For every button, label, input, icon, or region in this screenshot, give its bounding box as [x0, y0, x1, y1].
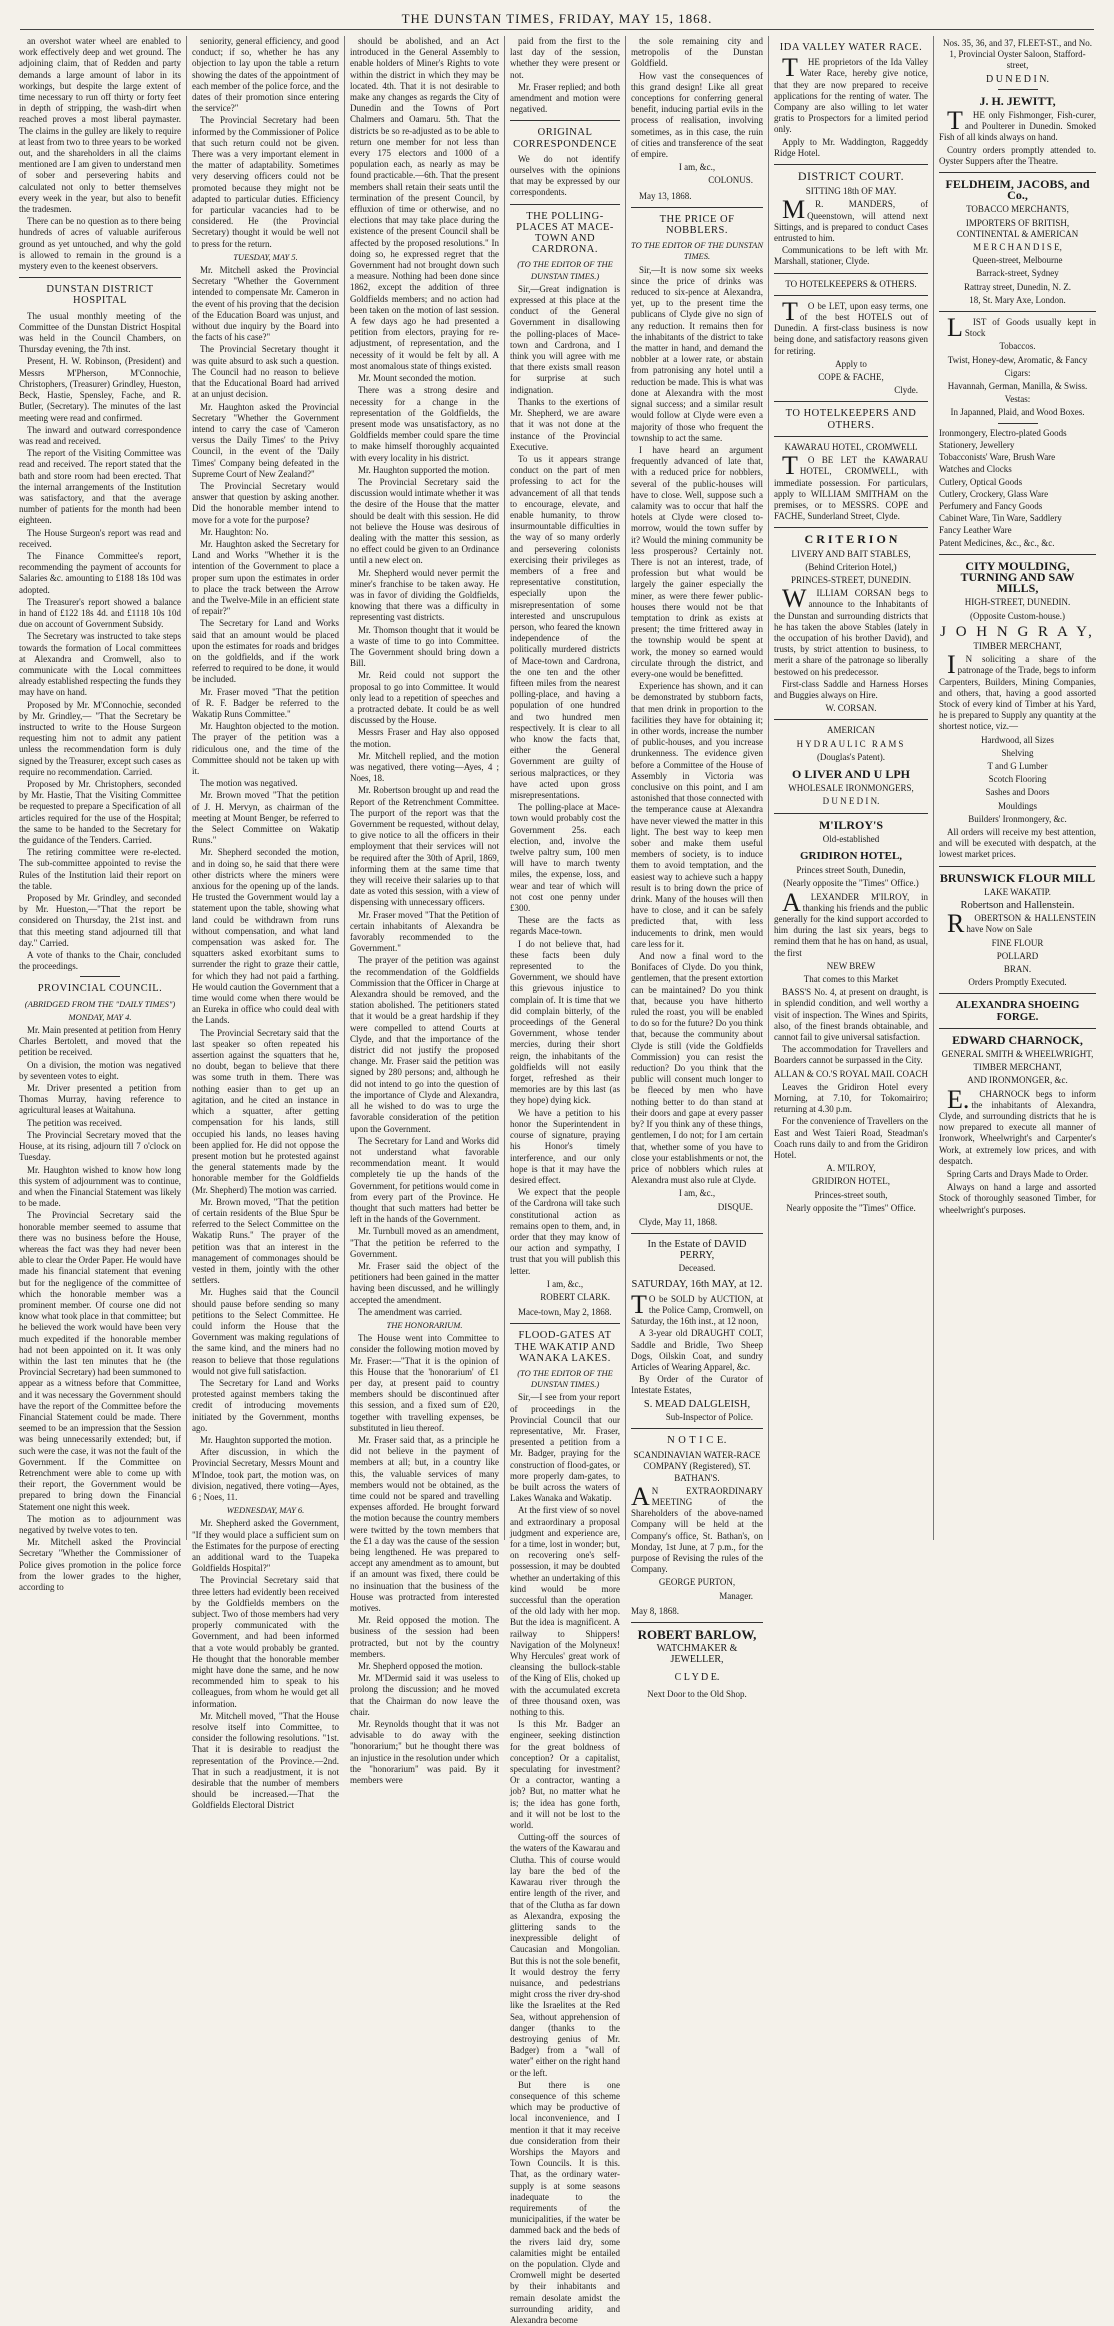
oliver-name: O LIVER AND U LPH [791, 766, 910, 781]
signoff: I am, &c., [678, 162, 716, 173]
paragraph: Proposed by Mr. Christophers, seconded by Mr. Hastie, That the Visiting Committee be requested to prepare a Specification of all articles required for the use of the Hospital; the same to be handed to the Secretary for the guidance of the Tenders. Carried. [19, 779, 181, 846]
paragraph: Mr. Fraser said the object of the petitioners had been gained in the matter having been discussed, and he willingly accepted the amendment. [350, 1260, 499, 1305]
charnock-name: EDWARD CHARNOCK, [952, 1032, 1083, 1047]
floodgates-heading: FLOOD-GATES AT THE WAKATIP AND WANAKA LAKES. [514, 1330, 616, 1364]
auction-signature: S. MEAD DALGLEISH, [643, 1398, 751, 1410]
court-communications: Communications to be left with Mr. Marshall, stationer, Clyde. [774, 245, 928, 267]
column-3 [344, 36, 504, 1786]
paragraph: After discussion, in which the Provincial Secretary, Messrs Mount and M'Indoe, took part, the motion was, on division, negatived, there voting—Ayes, 6 ; Noes, 11. [192, 1447, 339, 1502]
paragraph: Mr. Turnbull moved as an amendment, "That the petition be referred to the Government. [350, 1226, 499, 1259]
milroy-hotel: GRIDIRON HOTEL, [799, 849, 903, 862]
ida-apply: Apply to Mr. Waddington, Raggeddy Ridge Hotel. [774, 136, 928, 158]
paragraph: The usual monthly meeting of the Committee of the Dunstan District Hospital was held in the Council Chambers, on Thursday evening, the 7th inst. [19, 310, 181, 355]
barlow-trade: WATCHMAKER & JEWELLER, [656, 1643, 738, 1666]
paragraph: There was a strong desire and necessity for a change in the representation of the Goldfields, the present mode was unsatisfactory, as no Goldfields member could spare the time to make himself thoroughly acquainted with every locality in his district. [350, 385, 499, 463]
divider [631, 207, 763, 208]
list-item: Perfumery and Fancy Goods [939, 500, 1043, 511]
list-item: POLLARD [996, 950, 1039, 961]
gray-items [939, 735, 1096, 825]
list-item: Cigars: [1004, 367, 1031, 378]
list-item: Stationery, Jewellery [939, 439, 1015, 450]
paragraph: Mr. Mitchell asked the Provincial Secretary "Whether the Commissioner of Police gives promotion in the police force from the lower grades to the higher, according to [19, 1537, 181, 1593]
list-item: Rattray street, Dunedin, N. Z. [964, 281, 1071, 292]
paragraph: Mr. Haughton asked the Provincial Secretary "Whether the Government intend to carry the case of 'Cameron versus the Daily Times' to the Privy Council, in the event of the 'Daily Times' Company being defeated in the Supreme Court of New Zealand?" [192, 401, 339, 479]
paragraph: The Secretary was instructed to take steps towards the formation of Local committees at Alexandra and Cromwell, also to communicate with the Local committees already established respecting the funds they may have on hand. [19, 631, 181, 698]
city-mills-opposite: (Opposite Custom-house.) [970, 610, 1065, 621]
divider [510, 204, 620, 205]
court-heading: DISTRICT COURT. [797, 169, 905, 184]
paragraph: Mr. Fraser replied; and both amendment and motion were negatived. [510, 81, 620, 115]
list-item: Tobacconists' Ware, Brush Ware [939, 452, 1056, 463]
paragraph: Proposed by Mr. Grindley, and seconded by Mr. Hueston,—"That the report be considered on Thursday, the 21st inst. and that this meeting stand adjourned till that day." Carried. [19, 893, 181, 948]
paragraph: The Provincial Secretary said that three letters had evidently been received by the Goldfields members on the subject. Two of those members had very properly communicated with the Government, and had been informed that a vote would probably be granted. He thought that the honorable member might have done the same, and he now recommended him to speak to his colleagues, from whom he would get all information. [192, 1575, 339, 1709]
paragraph: And now a final word to the Bonifaces of Clyde. Do you think, gentlemen, that the present extortion can be maintained? Do you think that, because you have hitherto ruled the roast, you will be enabled to do so for the future? Do you think that, because the community about Clyde is still (vide the Goldfields Commission) you can resist the reduction? Do you think that the public will consent much longer to be fleeced by men who have nothing better to do than stand at their doors and gape at every passer by? If you think any of these things, gentlemen, I do not; for I am certain that, whether some of you have to close your establishments or not, the price of nobblers which rules at Alexandra must also rule at Clyde. [631, 951, 763, 1186]
paragraph: Mr. Reynolds thought that it was not advisable to do away with the "honorarium;" but he thought there was an injustice in the resolution under which the "honorarium" was paid. By it members were [350, 1719, 499, 1786]
list-item: Twist, Honey-dew, Aromatic, & Fancy [947, 354, 1088, 365]
charnock-carts: Spring Carts and Drays Made to Order. [946, 1169, 1089, 1180]
paragraph: Mr. Shepherd opposed the motion. [358, 1661, 483, 1672]
jewitt-text: THE only Fishmonger, Fish-curer, and Poulterer in Dunedin. Smoked Fish of all kinds always on hand. [939, 106, 1096, 143]
kawarau-heading: KAWARAU HOTEL, CROMWELL [784, 441, 918, 452]
mail-hotel: GRIDIRON HOTEL, [812, 1176, 890, 1187]
divider [631, 1622, 763, 1623]
paragraph: Mr. Mitchell moved, "That the House resolve itself into Committee, to consider the following resolutions. "1st. That it is desirable to readjust the representation of the Province.—2nd. That in such a readjustment, it is not desirable that the number of members should be increased.—That the Goldfields Electoral District [192, 1710, 339, 1811]
paragraph: Cutting-off the sources of the waters of the Kawarau and Clutha. This of course would lay bare the bed of the Kawarau river through the entire length of the river, and that of the Clutha as far down as Alexandra, exposing the glittering sands to the inexpressible delight of Caucasian and Mongolian. But this is not the sole benefit, It would destroy the ferry nuisance, and pedestrians might cross the river dry-shod like the Israelites at the Red Sea, without apprehension of danger (thanks to the destroying genius of Mr. Badger) from a "wall of water" either on the right hand or the left. [510, 1832, 620, 2078]
criterion-text: WILLIAM CORSAN begs to announce to the Inhabitants of the Dunstan and surrounding districts that he has taken the above Stables (lately in the occupation of his brother David), and trusts, by strict attention to business, to merit a share of the patronage so liberally bestowed on his predecessor. [774, 584, 928, 677]
feldheim-addresses [939, 255, 1096, 306]
feldheim-heading: FELDHEIM, JACOBS, and Co., [945, 177, 1090, 203]
paragraph: Mr. Haughton: No. [200, 526, 269, 537]
feldheim-importers: IMPORTERS OF BRITISH, CONTINENTAL & AMERICAN [956, 217, 1079, 239]
milroy-heading: M'ILROY'S [818, 817, 883, 832]
column-1 [14, 36, 186, 1593]
hospital-heading: DUNSTAN DISTRICT HOSPITAL [46, 284, 154, 307]
paragraph: On a division, the motion was negatived by seventeen votes to eight. [19, 1059, 181, 1081]
paragraph: The Secretary for Land and Works said that an amount would be placed upon the estimates for roads and bridges on the goldfields, and if the work referred to required to be done, it would be included. [192, 618, 339, 685]
paragraph: Mr. Thomson thought that it would be a waste of time to go into Committee. The Government should bring down a Bill. [350, 624, 499, 669]
signoff: I am, &c., [546, 1278, 584, 1289]
company-heading: SCANDINAVIAN WATER-RACE COMPANY (Registered), ST. BATHAN'S. [633, 1450, 761, 1483]
paragraph: Mr. Mount seconded the motion. [358, 373, 476, 384]
paragraph: Mr. Reid opposed the motion. The business of the session had been protracted, but not by the country members. [350, 1615, 499, 1659]
paragraph: The prayer of the petition was against the recommendation of the Goldfields Commission that the Officer in Charge at Alexandra should be removed, and the station abolished. The petitioners stated that it would be a great hardship if they were compelled to attend Courts at Clyde, and that the importance of the district did not justify the proposed change. Mr. Fraser said the petition was signed by 280 persons; and, although he did not intend to go into the question of the importance of Clyde and Alexandra, all he wished to do was to urge the favorable consideration of the petition upon the Government. [350, 955, 499, 1134]
paragraph: Mr. Shepherd asked the Government, "If they would place a sufficient sum on the Estimates for the purpose of erecting an additional ward to the Tuapeka Goldfields Hospital?" [192, 1518, 339, 1574]
list-item: 18, St. Mary Axe, London. [969, 294, 1066, 305]
paragraph: The Provincial Secretary had been informed by the Commissioner of Police that such return could not be given. There was a very important element in the matter of adaptability. Sometimes very deserving officers could not be promoted because they might not be adapted to particular duties. Efficiency for particular vacancies had to be considered. He (the Provincial Secretary) thought it would be well not to press for the return. [192, 115, 339, 249]
paragraph: But there is one consequence of this scheme which may be productive of local inconvenience, and I mention it that it may receive due consideration from their Worships the Mayors and Town Councils. It is this. That, as the ordinary water-supply is at some seasons inadequate to the requirements of the municipalities, if the water be dammed back and the beds of the rivers laid dry, some calamities might be entailed on the population. Clyde and Cromwell might be deserted by their inhabitants and remain desolate amidst the surrounding aridity, and Alexandra become [510, 2079, 620, 2326]
milroy-text: ALEXANDER M'ILROY, in thanking his friends and the public generally for the kind support accorded to him during the last six years, begs to remind them that he has on hand, as usual, the first [774, 887, 928, 958]
mining-report-text: an overshot water wheel are enabled to work effectively deep and wet ground. The adjoining claim, that of Redden and party demands a large amount of labor in its workings, but despite the large extent of time necessary to run off thirty or forty feet in depth of stripping, the wash-dirt when reached proves a most liberal paymaster. The claims in the gulley are likely to require at least from two to three years to be worked out, and the shareholders in all the claims mentioned are I am given to understand men of sober and persevering habits and calculated not only to better themselves every week in the year, but also to benefit the tradesmen. [19, 36, 181, 215]
to-editor: (TO THE EDITOR OF THE DUNSTAN TIMES.) [517, 259, 613, 281]
auction-date: SATURDAY, 16th MAY, at 12. [631, 1278, 763, 1290]
paragraph: The Provincial Secretary moved that the House, at its rising, adjourn till 7 o'clock on Tuesday. [19, 1129, 181, 1163]
divider [510, 1323, 620, 1324]
criterion-sub: LIVERY AND BAIT STABLES, [791, 548, 911, 559]
column-2 [186, 36, 344, 1811]
date-heading: WEDNESDAY, MAY 6. [226, 1505, 305, 1516]
brunswick-sub: LAKE WAKATIP. [984, 886, 1051, 897]
milroy-text-3: The accommodation for Travellers and Boarders cannot be surpassed in the City. [774, 1044, 928, 1066]
paragraph: The motion was negatived. [200, 778, 298, 789]
signature: COLONUS. [708, 175, 753, 186]
mail-heading: ALLAN & CO.'S ROYAL MAIL COACH [774, 1068, 928, 1079]
divider [774, 401, 928, 402]
hotelkeepers-place: Clyde. [894, 385, 918, 396]
list-item: FINE FLOUR [991, 937, 1044, 948]
paragraph: The Secretary for Land and Works protested against members taking the credit of introducing movements initiated by the Government, months ago. [192, 1377, 339, 1433]
paragraph: Mr. M'Dermid said it was useless to prolong the discussion; and he moved that the Chairman do now leave the chair. [350, 1673, 499, 1717]
list-item: Watches and Clocks [939, 464, 1012, 475]
barlow-ad [631, 1629, 763, 1700]
list-item: Havannah, German, Manilla, & Swiss. [947, 381, 1088, 392]
milroy-brew: NEW BREW [826, 960, 876, 971]
oliver-trade: WHOLESALE IRONMONGERS, [788, 783, 914, 794]
list-item: Cutlery, Optical Goods [939, 476, 1023, 487]
divider [939, 993, 1096, 994]
hotelkeepers-heading: TO HOTELKEEPERS & OTHERS. [785, 278, 917, 289]
paragraph: The Secretary for Land and Works did not understand what favorable recommendation meant. It would completely tie up the hands of the Government, for petitions would come in from every part of the Province. He thought that such matters had better be left in the hands of the Government. [350, 1135, 499, 1225]
charnock-trade: GENERAL SMITH & WHEELWRIGHT, [941, 1049, 1094, 1060]
hotelkeepers-apply: Apply to [835, 358, 867, 369]
paragraph: I have heard an argument frequently advanced of late that, with a reduced price for nobblers, several of the public-houses will have to close. Well, suppose such a calamity was to occur that half the hotels at Clyde were closed to-morrow, would the town suffer by it? Would the mining community be less prosperous? Certainly not. There is not an interest, trade, of profession but what would be largely the gainer especially the miner, as were there fewer public-houses there would not be that temptation to drink as exists at present; the time frittered away in the township would be spent at work, the money so earned would circulate through the district, and every-one would be benefitted. [631, 444, 763, 679]
barlow-address: Next Door to the Old Shop. [647, 1688, 747, 1699]
paragraph: Present, H. W. Robinson, (President) and Messrs M'Pherson, M'Connochie, Christophers, (Treasurer) Grindley, Hueston, Beck, Hastie, Spensley, Fache, and R. Butler, (Secretary). The minutes of the last meeting were read and confirmed. [19, 356, 181, 423]
paragraph: Sir,—I see from your report of proceedings in the Provincial Council that our representative, Mr. Fraser, presented a petition from a Mr. Badger, praying for the construction of flood-gates, or more properly dam-gates, to be built across the waters of Lakes Wanaka and Wakatip. [510, 1392, 620, 1504]
divider [774, 436, 928, 437]
paragraph: Mr. Haughton asked the Secretary for Land and Works "Whether it is the intention of the Government to place a proper sum upon the estimates in order to place the track between the Arrow and the Twelve-Mile in an efficient state of repair?" [192, 538, 339, 617]
jewitt-text-2: Country orders promptly attended to. Oyster Suppers after the Theatre. [939, 144, 1096, 166]
paragraph: Mr. Haughton supported the motion. [200, 1434, 332, 1445]
paragraph: Mr. Shepherd seconded the motion, and in doing so, he said that there were other districts where the miners were anxious for the opening up of the lands. He trusted the Government would lay a statement upon the table, showing what land could be withdrawn from runs without compensation, and what land compensation was asked for. The squatters asked exorbitant sums to surrender the right to graze their cattle, for which they had not paid a farthing. He would caution the Government that a time would come when there would be an Eureka in office who could deal with the Lands. [192, 847, 339, 1026]
paragraph: Mr. Brown moved "That the petition of J. H. Mervyn, as chairman of the meeting at Mount Benger, be referred to the Select Committee on Wakatip Runs." [192, 790, 339, 846]
paragraph: the sole remaining city and metropolis of the Dunstan Goldfield. [631, 36, 763, 69]
hospital-article [19, 311, 181, 973]
milroy-text-2: BASS'S No. 4, at present on draught, is in splendid condition, and well worthy a visit of inspection. The Wines and Spirits, also, of the finest brands obtainable, and cannot fail to give universal satisfaction. [774, 987, 928, 1043]
divider [80, 976, 120, 977]
notice-title: Manager. [719, 1590, 753, 1601]
correspondence-note: We do not identify ourselves with the opinions that may be expressed by our correspondents. [510, 153, 620, 198]
divider [998, 423, 1038, 424]
list-item: Builders' Ironmongery, &c. [968, 813, 1067, 824]
feldheim-items [939, 341, 1096, 418]
mail-text: Leaves the Gridiron Hotel every Morning, at 7.10, for Tokomairiro; returning at 4.30 p.m. [774, 1081, 928, 1115]
paragraph: To us it appears strange conduct on the part of men professing to act for the advancement of all that tends to encourage, elevate, and enable humanity, to throw insurmountable difficulties in the way of so many orderly and persevering colonists exercising their privileges as members of a free and representative constitution, especially upon the misrepresentation of some interested and unscrupulous person, who feared the known independence of the politically murdered districts of Mace-town and Cardrona, the one ten and the other fifteen miles from the nearest polling-place, and having a population of one hundred and two hundred men respectively. It is clear to all who know the facts that, either the General Government are guilty of serious malpractices, or they have acted upon gross misrepresentations. [510, 453, 620, 800]
auction-items: A 3-year old DRAUGHT COLT, Saddle and Bridle, Two Sheep Dogs, Oilskin Coat, and sundry Articles of Wearing Apparel, &c. [631, 1328, 763, 1372]
rams-heading: AMERICAN [826, 725, 875, 736]
oyster-city: D U N E D I N. [985, 73, 1050, 85]
masthead: THE DUNSTAN TIMES, FRIDAY, MAY 15, 1868. [20, 8, 1094, 30]
charnock-trade-2: TIMBER MERCHANT, [973, 1062, 1062, 1073]
divider [631, 1233, 763, 1234]
criterion-heading: C R I T E R I O N [804, 532, 898, 547]
paragraph: The amendment was carried. [358, 1306, 462, 1317]
gray-trade: TIMBER MERCHANT, [973, 640, 1062, 651]
paragraph: The polling-place at Mace-town would probably cost the Government 25s. each election, and, involve the twelve paltry sum, 100 men will have to march twenty miles, the expense, loss, and wear and tear of which will not cost one penny under £300. [510, 802, 620, 914]
mail-text-2: For the convenience of Travellers on the East and West Taieri Road, Steadman's Coach runs daily to and from the Gridiron Hotel. [774, 1116, 928, 1161]
gray-end: All orders will receive my best attention, and will be executed with despatch, at the lowest market prices. [939, 826, 1096, 860]
paragraph: The Finance Committee's report, recommending the payment of accounts for Salaries &c. amounting to £188 18s 10d was adopted. [19, 550, 181, 595]
hotelkeepers-2-heading: TO HOTELKEEPERS AND OTHERS. [785, 408, 917, 431]
brunswick-items [939, 938, 1096, 976]
list-item: Barrack-street, Sydney [976, 268, 1059, 279]
signature: DISQUE. [717, 1201, 753, 1212]
paragraph: Mr. Main presented at petition from Henry Charles Bertolett, and moved that the petition be received. [19, 1025, 181, 1058]
auction-title: Sub-Inspector of Police. [665, 1411, 753, 1422]
auction-order: By Order of the Curator of Intestate Estates, [631, 1374, 763, 1396]
divider [939, 554, 1096, 555]
honorarium-heading: THE HONORARIUM. [386, 1319, 463, 1330]
paragraph: The House went into Committee to consider the following motion moved by Mr. Fraser:—"That it is the opinion of this House that the 'honorarium' of £1 per day, at present paid to country members should be discontinued after this session, and a fixed sum of £20, together with travelling expenses, be substituted in lieu thereof. [350, 1333, 499, 1433]
nobblers-heading: THE PRICE OF NOBBLERS. [659, 213, 735, 237]
criterion-street: PRINCES-STREET, DUNEDIN. [790, 574, 912, 585]
divider [939, 172, 1096, 173]
paragraph: paid from the first to the last day of the session, whether they were present or not. [510, 36, 620, 80]
paragraph: Mr. Robertson brought up and read the Report of the Retrenchment Committee. The purport of the report was that the Government be requested, without delay, to give notice to all the officers in their employment that their services will not be required after the 30th of April, 1869, informing them at the same time that they will receive their salaries up to that date as voted this session, with a view of dispensing with unnecessary officers. [350, 785, 499, 908]
mail-signature: A. M'ILROY, [826, 1163, 876, 1174]
paragraph: Mr. Shepherd would never permit the miner's franchise to be taken away. He was in favor of dividing the Goldfields, knowing that there was a difficulty in representing vast districts. [350, 567, 499, 623]
brunswick-heading: BRUNSWICK FLOUR MILL [939, 870, 1096, 885]
list-item: Patent Medicines, &c., &c., &c. [939, 537, 1055, 548]
paragraph: Sir,—Great indignation is expressed at this place at the conduct of the General Government in disallowing the polling-places of Mace-town and Cardrona, and I think you will agree with me that there exists small reason for surprise at such indignation. [510, 283, 620, 395]
list-item: Cabinet Ware, Tin Ware, Saddlery [939, 513, 1062, 524]
divider [939, 866, 1096, 867]
estate-deceased: Deceased. [678, 1263, 716, 1274]
brunswick-orders: Orders Promptly Executed. [968, 977, 1067, 988]
paragraph: The retiring committee were re-elected. The sub-committee appointed to revise the Rules of the Institution laid their report on the table. [19, 847, 181, 891]
paragraph: The House Surgeon's report was read and received. [19, 527, 181, 549]
list-item: Ironmongery, Electro-plated Goods [939, 427, 1067, 438]
date-heading: TUESDAY, MAY 5. [233, 251, 298, 262]
list-item: Tobaccos. [999, 341, 1036, 352]
column-5 [625, 36, 768, 1699]
paragraph: Messrs Fraser and Hay also opposed the motion. [350, 727, 499, 749]
column-4 [504, 36, 625, 2326]
paragraph: The motion as to adjournment was negatived by twelve votes to ten. [19, 1513, 181, 1535]
brunswick-firm: Robertson and Hallenstein. [960, 900, 1075, 911]
list-item: T and G Lumber [987, 760, 1048, 771]
charnock-trade-3: AND IRONMONGER, &c. [967, 1075, 1068, 1086]
list-item: Shelving [1001, 747, 1034, 758]
paragraph: The report of the Visiting Committee was read and received. The report stated that the bath and store room had been erected. That the internal arrangements of the Institution was satisfactory, and that the average number of patients for the month had been eighteen. [19, 448, 181, 526]
list-item: Queen-street, Melbourne [972, 255, 1063, 266]
scandinavian-notice [631, 1435, 763, 1617]
council-date: MONDAY, MAY 4. [68, 1011, 132, 1022]
paragraph: Mr. Fraser moved "That the Petition of certain inhabitants of Alexandra be favorably recommended to the Government." [350, 909, 499, 954]
list-item: BRAN. [1003, 964, 1032, 975]
paragraph: The Provincial Secretary would answer that question by asking another. Did the honorable member intend to move for a vote for the purpose? [192, 480, 339, 525]
notice-text: AN EXTRAORDINARY MEETING of the Shareholders of the above-named Company will be held at the Company's office, St. Bathan's, on Monday, 1st June, at 7 p.m., for the purpose of Revising the rules of the Company. [631, 1481, 763, 1575]
notice-heading: N O T I C E. [667, 1434, 727, 1446]
divider [939, 1028, 1096, 1029]
list-item: In Japanned, Plaid, and Wood Boxes. [950, 407, 1085, 418]
divider [998, 89, 1038, 90]
signoff: I am, &c., [678, 1188, 716, 1199]
feldheim-merch: M E R C H A N D I S E, [973, 242, 1062, 253]
paragraph: I do not believe that, had these facts been duly represented to the Government, we should have this grievous injustice to complain of. It is time that we did complain bitterly, of the proceedings of the General Government, whose tender mercies, during their short reign, the inhabitants of the goldfields will not easily forget, refreshed as their memories are by this last (as they hope) dying kick. [510, 938, 620, 1106]
brunswick-text: ROBERTSON & HALLENSTEIN have Now on Sale [947, 909, 1096, 939]
correspondence-heading: ORIGINAL CORRESPONDENCE [513, 127, 617, 150]
paragraph: The Provincial Secretary said the discussion would intimate whether it was the desire of the House that the matter should be dealt with this session. He did not believe the House was desirous of dealing with the matter this session, as no effect could be given to an Ordinance until a new elect on. [350, 476, 499, 566]
rams-patent: (Douglas's Patent). [816, 751, 886, 762]
divider [774, 527, 928, 528]
paragraph: seniority, general efficiency, and good conduct; if so, whether he has any objection to lay upon the table a return showing the dates of the appointment of each member of the police force, and the dates of their promotion since entering the service?" [192, 36, 339, 114]
milroy-street: Princes street South, Dunedin, [796, 865, 906, 876]
jewitt-name: J. H. JEWITT, [979, 93, 1056, 108]
list-item: Vestas: [1004, 394, 1031, 405]
notice-signature: GEORGE PURTON, [658, 1577, 736, 1588]
council-heading: PROVINCIAL COUNCIL. [37, 983, 163, 995]
oliver-place: D U N E D I N. [822, 796, 880, 807]
court-date: SITTING 18th OF MAY. [805, 186, 897, 197]
feldheim-items-2 [939, 428, 1096, 549]
city-mills-street: HIGH-STREET, DUNEDIN. [964, 597, 1071, 608]
kawarau-text: TO BE LET the KAWARAU HOTEL, CROMWELL, with immediate possession. For particulars, apply to WILLIAM SMITHAM on the premises, or to MESSRS. COPE and FACHE, Sunderland Street, Clyde. [774, 451, 928, 522]
list-item: Fancy Leather Ware [939, 525, 1012, 536]
divider [510, 120, 620, 121]
list-item: Scotch Flooring [988, 774, 1047, 785]
shoeing-forge-heading: ALEXANDRA SHOEING FORGE. [955, 999, 1080, 1023]
paragraph: Mr. Fraser said that, as a principle he did not believe in the payment of members at all; but, in a country like this, the valuable services of many members would not be obtained, as the time could not be spared and travelling expenses afforded. He brought forward the motion because the country members were twitted by the town members that the £1 a day was the cause of the session being lengthened. He was prepared to accept any amendment as to amount, but if an amount was fixed, there could be no insinuation that the business of the House was protracted from interested motives. [350, 1434, 499, 1614]
oyster-address: Nos. 35, 36, and 37, FLEET-ST., and No. 1, Provincial Oyster Saloon, Stafford-street, [943, 38, 1092, 71]
column-7 [933, 36, 1101, 1540]
paragraph: Mr. Mitchell replied, and the motion was negatived, there voting—Ayes, 4 ; Noes, 18. [350, 750, 499, 784]
milroy-sub: Old-established [822, 833, 880, 844]
paragraph: Mr. Mitchell asked the Provincial Secretary "Whether the Government intended to compensate Mr. Cameron in the event of his proving that the decision of the Education Board was unjust, and without due inquiry by the Board into the facts of his case?" [192, 265, 339, 343]
paragraph: Thanks to the exertions of Mr. Shepherd, we are aware that it was not done at the instance of the Provincial Executive. [510, 396, 620, 452]
paragraph: We have a petition to his honor the Superintendent in course of signature, praying his Honor's timely interference, and our only hope is that it may have the desired effect. [510, 1107, 620, 1185]
to-editor: (TO THE EDITOR OF THE DUNSTAN TIMES.) [517, 1367, 613, 1390]
paragraph: Mr. Driver presented a petition from Thomas Murray, having reference to agricultural leases at Waitahuna. [19, 1083, 181, 1116]
mail-street: Princes-street south, [814, 1189, 888, 1200]
paragraph: Mr. Hughes said that the Council should pause before sending so many petitions to the Select Committee. He could inform the House that the Government was making regulations of the same kind, and the miners had no reason to believe that those regulations would not give full satisfaction. [192, 1287, 339, 1376]
hotelkeepers-firm: COPE & FACHE, [818, 372, 884, 383]
divider [774, 273, 928, 274]
divider [774, 164, 928, 165]
paragraph: The petition was received. [27, 1117, 122, 1128]
paragraph: Experience has shown, and it can be demonstrated by stubborn facts, that men drink in proportion to the facilities they have for obtaining it; in other words, increase the number of public-houses, and you increase drunkenness. The evidence given before a Committee of the House of Assembly in Victoria was conclusive on this point, and I am astonished that those connected with the temperance cause at Alexandra have never viewed the matter in this light. The best way to keep men sober and make them useful members of society, is to induce them to avoid temptation, and the easiest way to achieve such a happy result is to bring down the price of drink. Many of the houses will then have to close, and it can be safely predicted that, with less inducements to drink, men would care less for it. [631, 681, 763, 949]
criterion-behind: (Behind Criterion Hotel,) [805, 561, 897, 572]
feldheim-list-intro: LIST of Goods usually kept in Stock [947, 313, 1096, 343]
divider [939, 311, 1096, 312]
gray-name: J O H N G R A Y, [940, 623, 1095, 640]
charnock-end: Always on hand a large and assorted Stock of thoroughly seasoned Timber, for wheelwright's purposes. [939, 1182, 1096, 1215]
column-6 [768, 36, 933, 1540]
barlow-place: C L Y D E. [674, 1671, 720, 1683]
paragraph: Mr. Brown moved, "That the petition of certain residents of the Blue Spur be referred to the Select Committee on the Wakatip Runs." The prayer of the petition was that an interest in the management of commonages should be vested in them, jointly with the other settlers. [192, 1196, 339, 1286]
criterion-hire: First-class Saddle and Harness Horses and Buggies always on Hire. [774, 678, 928, 700]
paragraph: The inward and outward correspondence was read and received. [19, 424, 181, 446]
paragraph: The Provincial Secretary said the honorable member seemed to assume that there was no business before the House, whereas the fact was they had never been able to clear the Order Paper. He would have made his financial statement that evening but for the negligence of the committee of which the honorable member was a prominent member. Of course one did not know what took place in that committee; but he believed the work would have been very much expedited if the honorable member had not been appointed on it. It was only within the last ten minutes that he (the Provincial Secretary) had been summoned to appear as a witness before that Committee, and it was necessary the Government should have the report of the Committee before the Financial Statement could be made. There seemed to be an impression that the Session was being unnecessarily extended; but, if such were the case, it was not the fault of the Government. If the Committee on Retrenchment were able to come up with their report, the Government would be prepared to bring down the Financial Statement one night this week. [19, 1210, 181, 1512]
paragraph: Mr. Haughton wished to know how long this system of adjournment was to continue, and when the Financial Statement was likely to be made. [19, 1164, 181, 1209]
paragraph: A vote of thanks to the Chair, concluded the proceedings. [19, 950, 181, 972]
criterion-signature: W. CORSAN. [825, 703, 877, 714]
mail-near: Nearly opposite the "Times" Office. [786, 1202, 916, 1213]
paragraph: The Provincial Secretary thought it was quite absurd to ask such a question. The Council had no reason to believe that the Educational Board had arrived at an unjust decision. [192, 344, 339, 400]
paragraph: At the first view of so novel and extraordinary a proposal judgment and experience are, for a time, lost in wonder; but, on recovering one's self-possession, it may be doubted whether an undertaking of this kind would be more successful than the operation of the old lady with her mop. But the idea is magnificent. A railway to Shippers! Navigation of the Molyneux! Why Hercules' great work of cleansing the bullock-stable of the King of Elis, choked up with the accumulated excreta of three thousand oxen, was nothing to this. [510, 1505, 620, 1718]
divider [631, 1428, 763, 1429]
rams-sub: HYDRAULIC RAMS [796, 738, 906, 749]
paragraph: Mr. Fraser moved "That the petition of R. F. Badger be referred to the Wakatip Runs Committee." [192, 686, 339, 719]
divider [774, 813, 928, 814]
paragraph: Is this Mr. Badger an engineer, seeking distinction for the great boldness of conception? Or a capitalist, speculating for investment? Or a contractor, wanting a job? But, no matter what he is; the idea has gone forth, and it will not be lost to the world. [510, 1719, 620, 1831]
barlow-name: ROBERT BARLOW, [637, 1627, 757, 1643]
paragraph: How vast the consequences of this grand design! Like all great conceptions for conferring general benefit, inducing partial evils in the process of realisation, involving sometimes, as in this case, the ruin of cities and transference of the seat of empire. [631, 70, 763, 160]
estate-auction-ad [631, 1239, 763, 1423]
dateline: May 8, 1868. [631, 1605, 679, 1616]
estate-heading: In the Estate of DAVID PERRY, [647, 1238, 747, 1262]
signature: ROBERT CLARK. [540, 1291, 610, 1302]
to-editor: TO THE EDITOR OF THE DUNSTAN TIMES. [631, 240, 764, 262]
milroy-market: That comes to this Market [803, 974, 899, 985]
hotelkeepers-text: TO be LET, upon easy terms, one of the best HOTELS out of Dunedin. A first-class business is now being done, and satisfactory reasons given for retiring. [774, 296, 928, 356]
list-item: Cutlery, Crockery, Glass Ware [939, 488, 1049, 499]
divider [774, 719, 928, 720]
ida-text: THE proprietors of the Ida Valley Water Race, hereby give notice, that they are now prepared to receive applications for the renting of water. The Company are also willing to let water gratis to Prospectors for a limited period only. [774, 53, 928, 135]
gray-text: IN soliciting a share of the patronage of the Trade, begs to inform Carpenters, Builders, Mining Companies, and others, that, having a good assorted Stock of every kind of Timber at his Yard, he is prepared to Supply any quantity at the shortest notice, viz.— [939, 650, 1096, 732]
divider [19, 277, 181, 278]
dateline: Clyde, May 11, 1868. [639, 1216, 718, 1227]
feldheim-sub: TOBACCO MERCHANTS, [966, 204, 1069, 215]
list-item: Sashes and Doors [985, 787, 1050, 798]
paragraph: The Treasurer's report showed a balance in hand of £122 18s 4d. and £1118 10s 10d due on account of Government Subsidy. [19, 596, 181, 630]
dateline: Mace-town, May 2, 1868. [518, 1307, 612, 1318]
paragraph: Sir,—It is now some six weeks since the price of drinks was reduced to six-pence at Alexandra, yet, up to the present time the publicans of Clyde give no sign of any reduction. It remains then for the inhabitants of the district to take the matter in hand, and demand the nobbler at a lower rate, or abstain from patronising any hotel until a reduction be made. This is what was done at Alexandra with the most signal success; and a similar result would follow at Clyde were even a majority of those who frequent the township to act the same. [631, 264, 763, 443]
city-mills-heading: CITY MOULDING, TURNING AND SAW MILLS, [960, 558, 1075, 596]
council-source: (ABRIDGED FROM THE "DAILY TIMES") [24, 998, 176, 1009]
charnock-text: E.CHARNOCK begs to inform the inhabitants of Alexandra, Clyde, and surrounding districts that he is now prepared to execute all manner of Ironwork, Wheelwright's and Carpenter's Work, at extremely low prices, and with despatch. [939, 1084, 1096, 1166]
milroy-near: (Nearly opposite the "Times" Office.) [783, 878, 919, 889]
auction-text: TO be SOLD by AUCTION, at the Police Camp, Cromwell, on Saturday, the 16th inst., at 12 noon, [631, 1289, 763, 1327]
council-article [19, 1025, 181, 1593]
list-item: Hardwood, all Sizes [981, 734, 1054, 745]
court-text: MR. MANDERS, of Queenstown, will attend next Sittings, and is prepared to conduct Cases entrusted to him. [774, 195, 928, 244]
list-item: Mouldings [997, 800, 1037, 811]
paragraph: We expect that the people of the Cardrona will take such constitutional action as remains open to them, and, in order that they may know of our action and sympathy, I trust that you will publish this letter. [510, 1187, 620, 1276]
paragraph: Mr. Haughton objected to the motion. The prayer of the petition was a ridiculous one, and the time of the Committee should not be taken up with it. [192, 721, 339, 776]
paragraph: Mr. Reid could not support the proposal to go into Committee. It would only lead to a repetition of speeches and a protracted debate. It could be as well discussed by the House. [350, 670, 499, 726]
paragraph: should be abolished, and an Act introduced in the General Assembly to enable holders of Miner's Rights to vote within the district in which they may be located. 4th. That it is not desirable to make any changes as regards the City of Dunedin and the Towns of Port Chalmers and Oamaru. 5th. That the districts be so re-adjusted as to be able to return one member for not less than every 175 electors and 1000 of a population each, as nearly as may be found practicable.—6th. That the present members shall retain their seats until the termination of the present Council, by effluxion of time or otherwise, and no elections that may take place during the existence of the present Council shall be affected by the proposed resolutions." In doing so, he expressed regret that the Government had not brought down such a measure. Nothing had been done since 1862, except the addition of three Goldfields members; and no action had been taken on the motion of last session. A few days ago he had presented a petition from electors, praying for re-adjustment, of representation, and the necessity of it would be felt by all. A most anomalous state of things existed. [350, 36, 499, 371]
ida-heading: IDA VALLEY WATER RACE. [779, 42, 923, 53]
paragraph: Mr. Haughton supported the motion. [358, 464, 490, 475]
paragraph: These are the facts as regards Mace-town. [510, 915, 620, 937]
paragraph: Proposed by Mr. M'Connochie, seconded by Mr. Grindley,— "That the Secretary be instructed to write to the House Surgeon requesting him not to admit any patient unless the recommendation form is duly signed by the Treasurer, except such cases as require no recommendation. Carried. [19, 699, 181, 777]
polling-heading: THE POLLING-PLACES AT MACE-TOWN AND CARDRONA. [516, 210, 614, 256]
paragraph: The Provincial Secretary said that the last speaker so often repeated his assertion against the squatters that he, no doubt, began to believe that there was some truth in them. There was nothing easier than to get up an agitation, and he cited an instance in which a squatter, after getting compensation for his lands, still occupied his lands, no leases having been applied for. He did not oppose the present motion but he protested against the general statements made by the honorable member for the Goldfields (Mr. Shepherd) The motion was carried. [192, 1027, 339, 1195]
divider [774, 295, 928, 296]
mining-report-text: There can be no question as to there being hundreds of acres of valuable auriferous ground as yet untouched, and why the gold is allowed to remain in the ground is a mystery even to the keenest observers. [19, 216, 181, 272]
dateline: May 13, 1868. [639, 190, 692, 201]
